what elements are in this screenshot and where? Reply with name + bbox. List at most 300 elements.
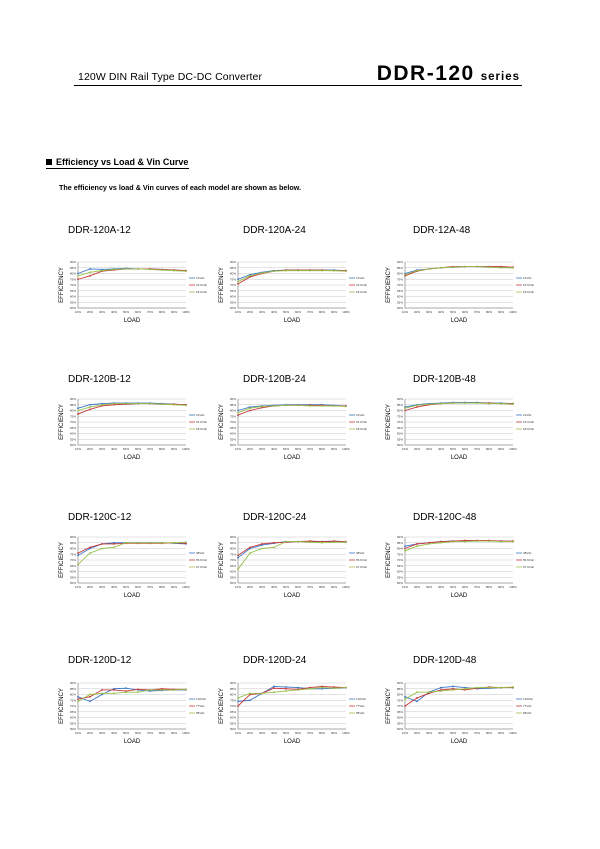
x-tick-label: 30% <box>258 447 266 451</box>
data-point <box>333 541 335 543</box>
x-tick-label: 60% <box>134 447 142 451</box>
y-tick-label: 75% <box>229 552 236 557</box>
data-point <box>125 268 127 270</box>
x-tick-label: 10% <box>74 585 82 589</box>
x-tick-label: 40% <box>270 585 278 589</box>
data-point <box>101 692 103 694</box>
data-point <box>101 548 103 550</box>
data-point <box>173 404 175 406</box>
y-tick-label: 55% <box>69 300 76 305</box>
x-tick-label: 20% <box>86 447 94 451</box>
x-tick-label: 10% <box>234 447 242 451</box>
data-point <box>261 692 263 694</box>
x-tick-label: 80% <box>485 447 493 451</box>
y-tick-label: 80% <box>396 271 403 276</box>
data-point <box>512 541 514 543</box>
legend-label: 67.6Vdc <box>523 565 535 569</box>
x-tick-label: 10% <box>401 310 409 314</box>
legend-label: 67.6Vdc <box>196 565 208 569</box>
y-tick-label: 85% <box>229 402 236 407</box>
data-point <box>173 689 175 691</box>
data-point <box>416 691 418 693</box>
data-point <box>125 691 127 693</box>
y-tick-label: 85% <box>69 686 76 691</box>
efficiency-chart <box>383 531 533 611</box>
data-point <box>77 273 79 275</box>
y-tick-label: 60% <box>69 294 76 299</box>
y-tick-label: 65% <box>396 563 403 568</box>
x-tick-label: 50% <box>282 310 290 314</box>
data-point <box>476 687 478 689</box>
data-point <box>77 698 79 700</box>
x-tick-label: 60% <box>134 585 142 589</box>
series-line <box>238 542 346 558</box>
data-point <box>173 270 175 272</box>
data-point <box>416 697 418 699</box>
data-point <box>464 688 466 690</box>
data-point <box>237 410 239 412</box>
y-tick-label: 50% <box>396 727 403 732</box>
y-tick-label: 85% <box>229 265 236 270</box>
x-tick-label: 90% <box>170 731 178 735</box>
y-tick-label: 50% <box>69 581 76 586</box>
y-axis-label: EFFICIENCY <box>59 267 65 303</box>
y-tick-label: 80% <box>69 408 76 413</box>
x-tick-label: 10% <box>401 447 409 451</box>
y-tick-label: 90% <box>69 681 76 686</box>
legend-label: 48Vdc <box>356 551 365 555</box>
data-point <box>321 405 323 407</box>
y-axis-label: EFFICIENCY <box>386 404 392 440</box>
y-tick-label: 85% <box>69 540 76 545</box>
series-line <box>405 541 513 551</box>
efficiency-chart <box>383 256 533 336</box>
efficiency-chart <box>56 531 206 611</box>
y-tick-label: 70% <box>396 704 403 709</box>
data-point <box>273 686 275 688</box>
y-tick-label: 70% <box>69 420 76 425</box>
x-tick-label: 20% <box>86 310 94 314</box>
y-tick-label: 90% <box>229 681 236 686</box>
y-tick-label: 65% <box>69 709 76 714</box>
data-point <box>333 270 335 272</box>
data-point <box>273 405 275 407</box>
data-point <box>149 689 151 691</box>
x-tick-label: 80% <box>158 585 166 589</box>
data-point <box>452 266 454 268</box>
data-point <box>101 270 103 272</box>
efficiency-chart <box>216 677 366 757</box>
data-point <box>89 271 91 273</box>
y-tick-label: 60% <box>69 431 76 436</box>
data-point <box>404 545 406 547</box>
x-tick-label: 40% <box>110 585 118 589</box>
legend-label: 15.6Vdc <box>196 283 208 287</box>
x-tick-label: 60% <box>294 585 302 589</box>
data-point <box>285 688 287 690</box>
x-axis-label: LOAD <box>283 593 301 599</box>
data-point <box>185 541 187 543</box>
data-point <box>416 545 418 547</box>
data-point <box>89 696 91 698</box>
y-tick-label: 70% <box>396 420 403 425</box>
y-tick-label: 50% <box>396 581 403 586</box>
x-tick-label: 50% <box>122 310 130 314</box>
legend-label: 110Vdc <box>523 697 533 701</box>
data-point <box>237 701 239 703</box>
y-tick-label: 60% <box>69 715 76 720</box>
data-point <box>101 689 103 691</box>
x-tick-label: 90% <box>497 447 505 451</box>
x-axis-label: LOAD <box>450 739 468 745</box>
legend-label: 12Vdc <box>523 276 532 280</box>
data-point <box>285 270 287 272</box>
data-point <box>476 266 478 268</box>
data-point <box>161 269 163 271</box>
y-tick-label: 75% <box>396 414 403 419</box>
x-tick-label: 40% <box>437 585 445 589</box>
legend-label: 48Vdc <box>523 551 532 555</box>
x-tick-label: 70% <box>146 310 154 314</box>
chart-title: DDR-120B-12 <box>68 374 131 385</box>
y-tick-label: 70% <box>229 558 236 563</box>
data-point <box>89 275 91 277</box>
x-tick-label: 80% <box>158 310 166 314</box>
y-tick-label: 70% <box>229 420 236 425</box>
y-tick-label: 80% <box>229 692 236 697</box>
section-heading <box>46 157 188 167</box>
data-point <box>428 268 430 270</box>
data-point <box>261 543 263 545</box>
x-axis-label: LOAD <box>123 739 141 745</box>
data-point <box>345 406 347 408</box>
data-point <box>273 687 275 689</box>
data-point <box>77 555 79 557</box>
data-point <box>488 403 490 405</box>
data-point <box>440 267 442 269</box>
x-tick-label: 50% <box>282 447 290 451</box>
data-point <box>452 686 454 688</box>
data-point <box>77 696 79 698</box>
x-tick-label: 100% <box>182 731 190 735</box>
data-point <box>273 546 275 548</box>
data-point <box>416 406 418 408</box>
y-tick-label: 55% <box>229 300 236 305</box>
legend-label: 15.6Vdc <box>356 283 368 287</box>
efficiency-chart <box>216 256 366 336</box>
y-tick-label: 90% <box>69 260 76 265</box>
y-tick-label: 60% <box>229 569 236 574</box>
data-point <box>237 412 239 414</box>
data-point <box>464 541 466 543</box>
legend-label: 12Vdc <box>356 413 365 417</box>
data-point <box>101 543 103 545</box>
data-point <box>404 274 406 276</box>
data-point <box>237 555 239 557</box>
y-tick-label: 80% <box>229 271 236 276</box>
x-axis-label: LOAD <box>450 318 468 324</box>
chart-title: DDR-120B-48 <box>413 374 476 385</box>
x-tick-label: 30% <box>258 310 266 314</box>
y-tick-label: 80% <box>229 546 236 551</box>
y-axis-label: EFFICIENCY <box>386 542 392 578</box>
x-axis-label: LOAD <box>283 318 301 324</box>
data-point <box>249 275 251 277</box>
y-tick-label: 60% <box>229 294 236 299</box>
x-tick-label: 90% <box>170 447 178 451</box>
x-tick-label: 70% <box>146 447 154 451</box>
data-point <box>113 689 115 691</box>
y-axis-label: EFFICIENCY <box>386 688 392 724</box>
data-point <box>161 689 163 691</box>
product-line-title: 120W DIN Rail Type DC-DC Converter <box>78 71 263 83</box>
y-tick-label: 80% <box>69 271 76 276</box>
x-tick-label: 100% <box>182 585 190 589</box>
x-tick-label: 40% <box>110 447 118 451</box>
data-point <box>137 688 139 690</box>
x-tick-label: 60% <box>294 447 302 451</box>
y-tick-label: 55% <box>396 300 403 305</box>
legend-label: 18.6Vdc <box>196 290 208 294</box>
data-point <box>249 692 251 694</box>
x-tick-label: 90% <box>330 447 338 451</box>
legend-label: 12Vdc <box>523 413 532 417</box>
data-point <box>89 408 91 410</box>
data-point <box>440 403 442 405</box>
x-tick-label: 70% <box>306 310 314 314</box>
y-tick-label: 50% <box>396 306 403 311</box>
data-point <box>137 268 139 270</box>
data-point <box>404 696 406 698</box>
y-tick-label: 50% <box>229 581 236 586</box>
y-tick-label: 55% <box>69 437 76 442</box>
legend-label: 15.6Vdc <box>523 420 535 424</box>
data-point <box>404 698 406 700</box>
y-axis-label: EFFICIENCY <box>219 688 225 724</box>
data-point <box>149 542 151 544</box>
data-point <box>452 689 454 691</box>
y-tick-label: 50% <box>396 443 403 448</box>
efficiency-chart <box>216 531 366 611</box>
data-point <box>273 542 275 544</box>
y-tick-label: 70% <box>396 558 403 563</box>
y-tick-label: 60% <box>396 715 403 720</box>
legend-label: 18.6Vdc <box>523 427 535 431</box>
legend-label: 12Vdc <box>196 276 205 280</box>
data-point <box>512 686 514 688</box>
data-point <box>137 691 139 693</box>
x-tick-label: 70% <box>473 310 481 314</box>
x-tick-label: 50% <box>449 585 457 589</box>
data-point <box>416 543 418 545</box>
data-point <box>237 278 239 280</box>
data-point <box>185 688 187 690</box>
chart-title: DDR-120A-12 <box>68 225 131 236</box>
data-point <box>149 269 151 271</box>
legend-label: 67.6Vdc <box>356 565 368 569</box>
data-point <box>440 687 442 689</box>
data-point <box>89 694 91 696</box>
y-tick-label: 60% <box>229 431 236 436</box>
x-tick-label: 80% <box>485 585 493 589</box>
y-tick-label: 65% <box>229 709 236 714</box>
y-tick-label: 85% <box>69 265 76 270</box>
x-tick-label: 30% <box>258 585 266 589</box>
data-point <box>416 404 418 406</box>
y-tick-label: 75% <box>396 552 403 557</box>
series-line <box>78 404 186 414</box>
x-tick-label: 10% <box>401 585 409 589</box>
y-tick-label: 90% <box>396 397 403 402</box>
y-tick-label: 80% <box>396 408 403 413</box>
data-point <box>77 410 79 412</box>
y-tick-label: 55% <box>69 721 76 726</box>
legend-label: 110Vdc <box>196 697 206 701</box>
data-point <box>404 548 406 550</box>
x-tick-label: 100% <box>182 310 190 314</box>
y-tick-label: 55% <box>229 437 236 442</box>
chart-title: DDR-12A-48 <box>413 225 471 236</box>
data-point <box>137 542 139 544</box>
data-point <box>237 568 239 570</box>
y-tick-label: 75% <box>396 277 403 282</box>
x-tick-label: 20% <box>246 731 254 735</box>
data-point <box>416 270 418 272</box>
y-tick-label: 70% <box>69 283 76 288</box>
section-rule <box>46 168 189 169</box>
data-point <box>137 403 139 405</box>
series-line <box>238 541 346 555</box>
x-tick-label: 70% <box>146 585 154 589</box>
y-tick-label: 55% <box>396 721 403 726</box>
y-tick-label: 75% <box>229 698 236 703</box>
legend-label: 48Vdc <box>196 551 205 555</box>
data-point <box>77 278 79 280</box>
y-tick-label: 60% <box>229 715 236 720</box>
legend-label: 12Vdc <box>196 413 205 417</box>
x-axis-label: LOAD <box>283 455 301 461</box>
x-axis-label: LOAD <box>283 739 301 745</box>
x-tick-label: 60% <box>461 310 469 314</box>
series-line <box>405 687 513 706</box>
x-tick-label: 30% <box>425 585 433 589</box>
y-tick-label: 85% <box>396 686 403 691</box>
data-point <box>297 270 299 272</box>
x-tick-label: 100% <box>182 447 190 451</box>
x-tick-label: 80% <box>318 310 326 314</box>
x-tick-label: 80% <box>318 585 326 589</box>
y-tick-label: 80% <box>396 546 403 551</box>
legend-label: 15.6Vdc <box>356 420 368 424</box>
data-point <box>113 403 115 405</box>
x-tick-label: 70% <box>473 585 481 589</box>
legend-label: 95Vdc <box>356 711 365 715</box>
legend-label: 77Vdc <box>196 704 205 708</box>
y-axis-label: EFFICIENCY <box>59 542 65 578</box>
data-point <box>149 403 151 405</box>
x-tick-label: 100% <box>509 310 517 314</box>
data-point <box>273 691 275 693</box>
y-tick-label: 70% <box>69 558 76 563</box>
data-point <box>440 542 442 544</box>
y-axis-label: EFFICIENCY <box>219 404 225 440</box>
data-point <box>488 687 490 689</box>
x-tick-label: 100% <box>342 310 350 314</box>
x-tick-label: 40% <box>437 310 445 314</box>
x-tick-label: 90% <box>497 310 505 314</box>
y-tick-label: 65% <box>229 563 236 568</box>
y-axis-label: EFFICIENCY <box>219 267 225 303</box>
data-point <box>345 270 347 272</box>
data-point <box>261 548 263 550</box>
x-tick-label: 60% <box>294 310 302 314</box>
data-point <box>249 407 251 409</box>
data-point <box>476 402 478 404</box>
x-tick-label: 10% <box>401 731 409 735</box>
data-point <box>404 705 406 707</box>
y-tick-label: 60% <box>396 569 403 574</box>
x-tick-label: 10% <box>74 731 82 735</box>
x-tick-label: 30% <box>425 731 433 735</box>
chart-title: DDR-120D-48 <box>413 655 477 666</box>
x-tick-label: 20% <box>246 585 254 589</box>
y-tick-label: 90% <box>69 535 76 540</box>
y-tick-label: 50% <box>229 727 236 732</box>
x-tick-label: 100% <box>342 585 350 589</box>
data-point <box>309 688 311 690</box>
data-point <box>512 267 514 269</box>
data-point <box>249 546 251 548</box>
legend-label: 95Vdc <box>196 711 205 715</box>
y-tick-label: 55% <box>229 721 236 726</box>
data-point <box>285 541 287 543</box>
section-title: Efficiency vs Load & Vin Curve <box>56 157 189 167</box>
legend-label: 18.6Vdc <box>356 427 368 431</box>
data-point <box>237 705 239 707</box>
data-point <box>345 687 347 689</box>
y-axis-label: EFFICIENCY <box>219 542 225 578</box>
y-tick-label: 75% <box>396 698 403 703</box>
x-tick-label: 20% <box>413 731 421 735</box>
x-tick-label: 50% <box>282 585 290 589</box>
y-tick-label: 65% <box>229 425 236 430</box>
legend-label: 55.6Vdc <box>523 558 535 562</box>
chart-title: DDR-120B-24 <box>243 374 306 385</box>
x-axis-label: LOAD <box>123 593 141 599</box>
legend-label: 18.6Vdc <box>523 290 535 294</box>
legend-label: 77Vdc <box>523 704 532 708</box>
x-tick-label: 100% <box>509 731 517 735</box>
x-tick-label: 80% <box>158 731 166 735</box>
series-line <box>78 543 186 556</box>
y-tick-label: 90% <box>69 397 76 402</box>
data-point <box>452 402 454 404</box>
x-tick-label: 40% <box>270 731 278 735</box>
y-tick-label: 65% <box>69 563 76 568</box>
y-tick-label: 90% <box>229 397 236 402</box>
x-tick-label: 30% <box>98 731 106 735</box>
series-line <box>238 686 346 706</box>
data-point <box>113 546 115 548</box>
data-point <box>113 269 115 271</box>
data-point <box>297 687 299 689</box>
data-point <box>464 402 466 404</box>
y-tick-label: 55% <box>396 437 403 442</box>
data-point <box>321 542 323 544</box>
y-tick-label: 65% <box>69 425 76 430</box>
y-tick-label: 70% <box>396 283 403 288</box>
data-point <box>125 687 127 689</box>
